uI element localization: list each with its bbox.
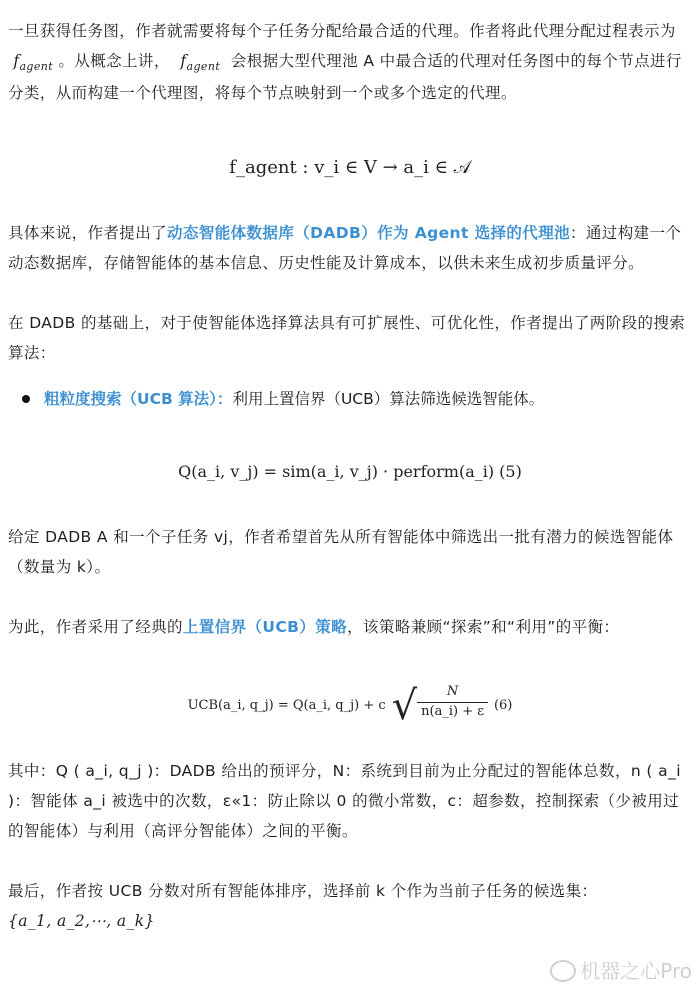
highlight-ucb-strategy: 上置信界（UCB）策略 bbox=[182, 618, 348, 636]
weibo-icon bbox=[550, 960, 576, 982]
f-agent-symbol-2: $f_{agent}$ bbox=[180, 52, 221, 73]
paragraph-ucb-strategy: 为此，作者采用了经典的上置信界（UCB）策略，该策略兼顾“探索”和“利用”的平衡： bbox=[8, 618, 620, 636]
paragraph-intro: 一旦获得任务图，作者就需要将每个子任务分配给最合适的代理。作者将此代理分配过程表示为 $f_{agent}$ 。从概念上讲， $f_{agent}$ 会根据大型代理池 A 中最合适的代理对任务图中的每个节点进行分类，从而构建一个代理图，将每个节点映射到一个或多个选定的代理。 bbox=[8, 22, 682, 102]
paragraph-dadb: 具体来说，作者提出了动态智能体数据库（DADB）作为 Agent 选择的代理池：通过构建一个动态数据库，存储智能体的基本信息、历史性能及计算成本，以供未来生成初步质量评分。 bbox=[8, 224, 682, 272]
paragraph-two-stage: 在 DADB 的基础上，对于使智能体选择算法具有可扩展性、可优化性，作者提出了两阶段的搜索算法： bbox=[8, 314, 686, 362]
paragraph-definitions: 其中：Q ( a_i, q_j )：DADB 给出的预评分，N：系统到目前为止分配过的智能体总数，n ( a_i )：智能体 a_i 被选中的次数，ε«1：防止除以 0 的微小常数，c：超参数，控制探索（少被用过的智能体）与利用（高评分智能体）之间的平衡。 bbox=[8, 762, 681, 840]
formula-agent-mapping: f_agent : v_i ∈ V → a_i ∈ 𝒜 bbox=[229, 157, 471, 178]
paragraph-dadb-k: 给定 DADB A 和一个子任务 vj，作者希望首先从所有智能体中筛选出一批有潜力的候选智能体（数量为 k）。 bbox=[8, 528, 674, 576]
f-agent-symbol: $f_{agent}$ bbox=[13, 52, 54, 73]
article-body bbox=[8, 16, 692, 936]
list-item: 粗粒度搜索（UCB 算法）：利用上置信界（UCB）算法筛选候选智能体。 bbox=[8, 384, 692, 414]
highlight-ucb-search: 粗粒度搜索（UCB 算法）： bbox=[44, 390, 233, 408]
candidate-set: {a_1, a_2,⋯, a_k} bbox=[8, 912, 155, 930]
sqrt-term: √ N n(a_i) + ε bbox=[392, 686, 488, 726]
formula-6: UCB(a_i, q_j) = Q(a_i, q_j) + c √ N n(a_i) + ε (6) bbox=[187, 683, 513, 729]
watermark: 机器之心Pro bbox=[550, 956, 692, 986]
formula-5: Q(a_i, v_j) = sim(a_i, v_j) · perform(a_i) (5) bbox=[178, 462, 522, 481]
bullet-icon bbox=[22, 395, 30, 403]
paragraph-final: 最后，作者按 UCB 分数对所有智能体排序，选择前 k 个作为当前子任务的候选集： {a_1, a_2,⋯, a_k} bbox=[8, 882, 598, 930]
highlight-dadb: 动态智能体数据库（DADB）作为 Agent 选择的代理池 bbox=[167, 224, 570, 242]
